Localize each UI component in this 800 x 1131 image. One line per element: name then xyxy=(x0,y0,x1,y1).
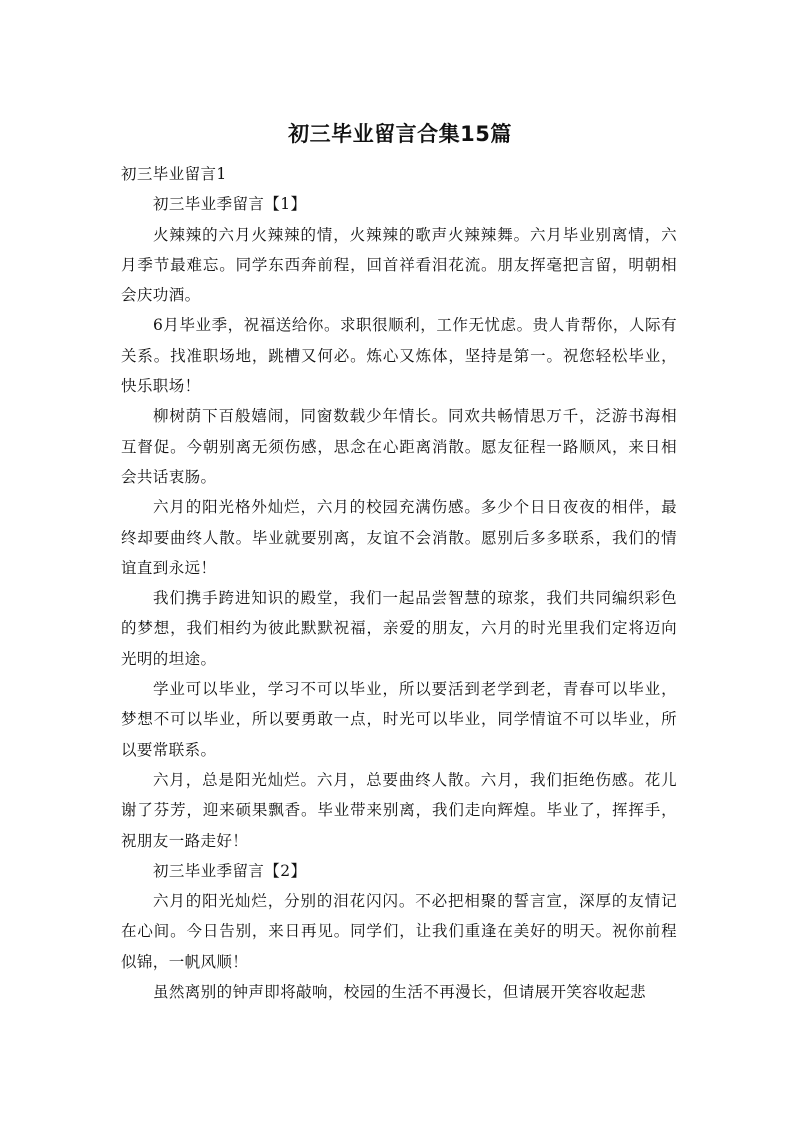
document-title: 初三毕业留言合集15篇 xyxy=(288,122,512,146)
paragraph: 火辣辣的六月火辣辣的情，火辣辣的歌声火辣辣舞。六月毕业别离情，六月季节最难忘。同学东西奔前程，回首祥看泪花流。朋友挥毫把言留，明朝相会庆功酒。 xyxy=(121,225,677,305)
paragraph: 六月，总是阳光灿烂。六月，总要曲终人散。六月，我们拒绝伤感。花儿谢了芬芳，迎来硕果飘香。毕业带来别离，我们走向辉煌。毕业了，挥挥手，祝朋友一路走好！ xyxy=(121,770,677,850)
paragraph: 虽然离别的钟声即将敲响，校园的生活不再漫长，但请展开笑容收起悲 xyxy=(153,983,646,1002)
paragraph: 学业可以毕业，学习不可以毕业，所以要活到老学到老，青春可以毕业，梦想不可以毕业，所以要勇敢一点，时光可以毕业，同学情谊不可以毕业，所以要常联系。 xyxy=(121,680,677,759)
paragraph: 我们携手跨进知识的殿堂，我们一起品尝智慧的琼浆，我们共同编织彩色的梦想，我们相约为彼此默默祝福，亲爱的朋友，六月的时光里我们定将迈向光明的坦途。 xyxy=(121,589,677,668)
paragraph: 六月的阳光格外灿烂，六月的校园充满伤感。多少个日日夜夜的相伴，最终却要曲终人散。毕业就要别离，友谊不会消散。愿别后多多联系，我们的情谊直到永远！ xyxy=(121,498,677,577)
paragraph: 柳树荫下百般嬉闹，同窗数载少年情长。同欢共畅情思万千，泛游书海相互督促。今朝别离无须伤感，思念在心距离消散。愿友征程一路顺风，来日相会共话衷肠。 xyxy=(121,407,677,486)
subsection-heading: 初三毕业季留言【1】 xyxy=(153,195,307,214)
document-body xyxy=(121,159,677,1007)
section-heading: 初三毕业留言1 xyxy=(121,165,227,183)
paragraph: 6月毕业季，祝福送给你。求职很顺利，工作无忧虑。贵人肯帮你，人际有关系。找准职场地，跳槽又何必。炼心又炼体，坚持是第一。祝您轻松毕业，快乐职场！ xyxy=(121,316,677,396)
paragraph: 六月的阳光灿烂，分别的泪花闪闪。不必把相聚的誓言宣，深厚的友情记在心间。今日告别，来日再见。同学们，让我们重逢在美好的明天。祝你前程似锦，一帆风顺！ xyxy=(121,892,677,971)
subsection-heading: 初三毕业季留言【2】 xyxy=(153,861,307,880)
